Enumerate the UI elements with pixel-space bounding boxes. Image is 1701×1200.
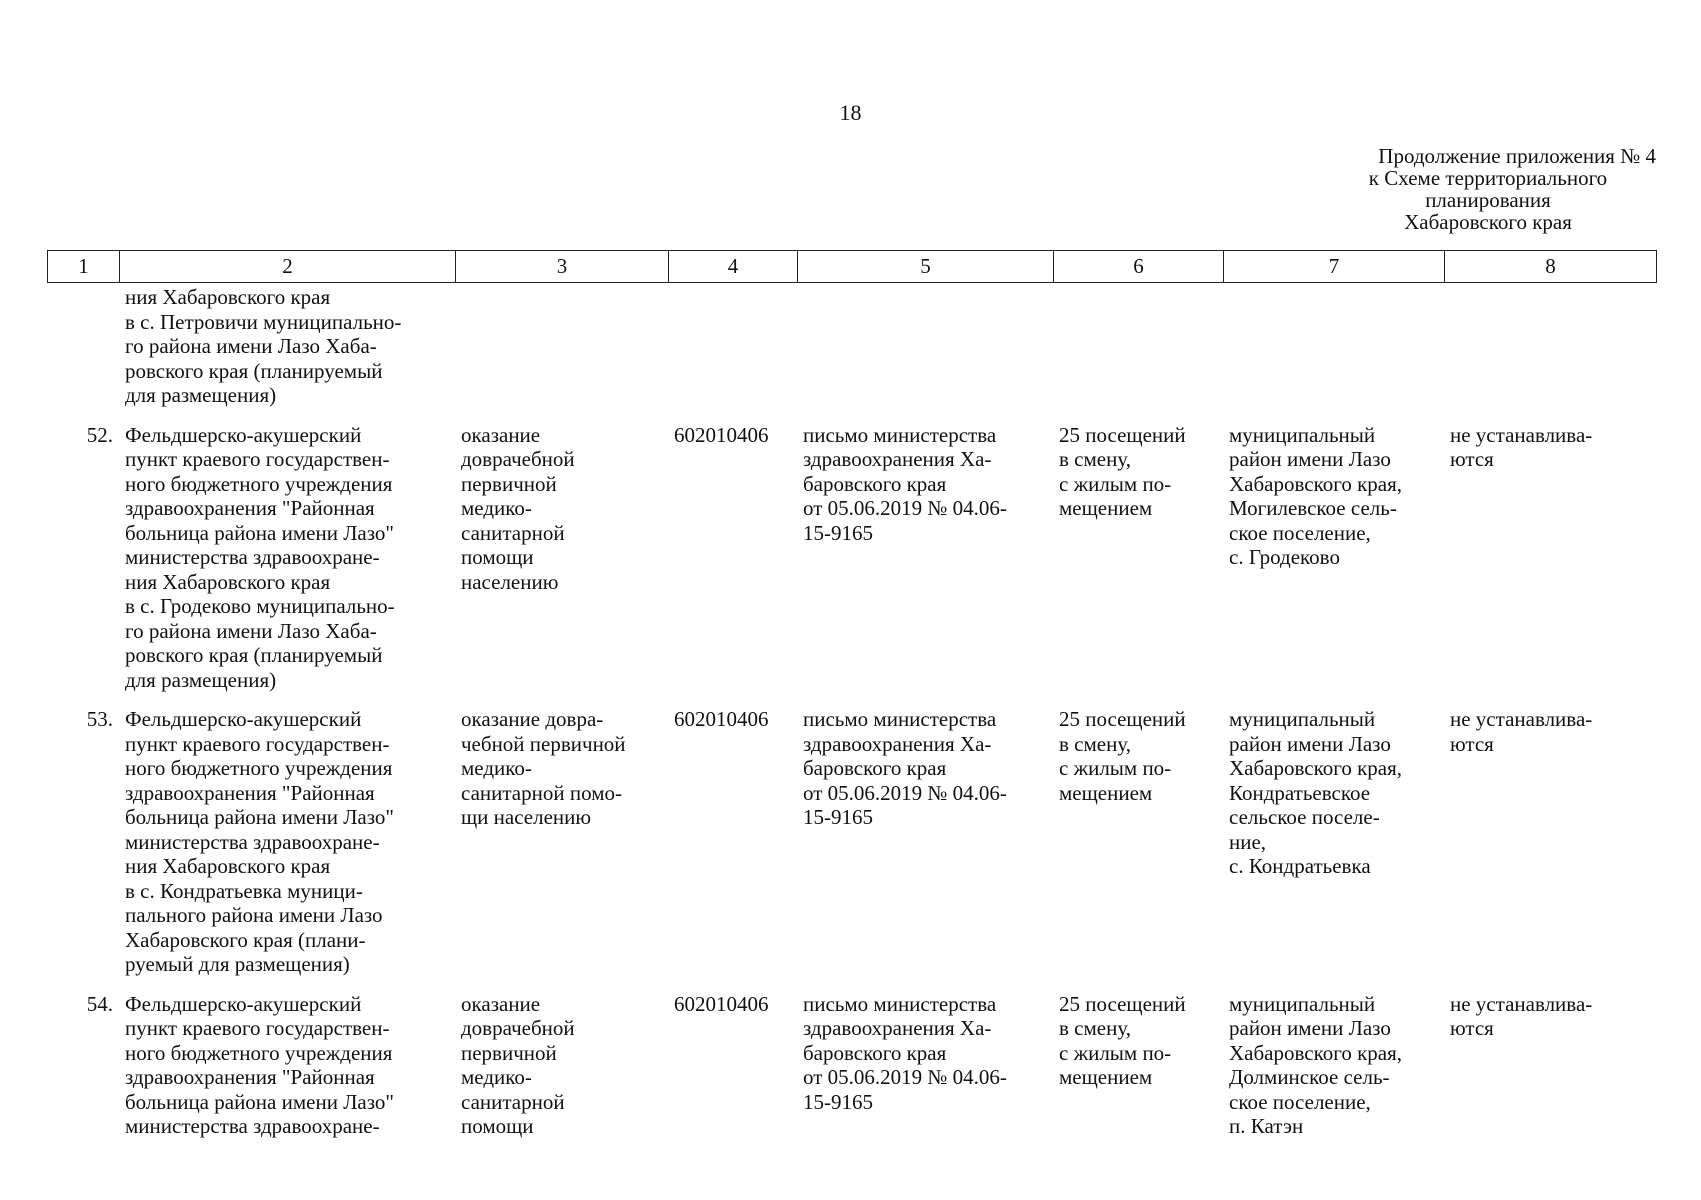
cell-purpose: оказание доврачебной первичной медико- санитарной помощи: [461, 991, 575, 1138]
cell-location: муниципальный район имени Лазо Хабаровского края, Могилевское сель- ское поселение, с. Гродеково: [1229, 422, 1403, 569]
column-header-4: 4: [669, 251, 798, 283]
appendix-note-line-2: к Схеме территориального: [1368, 166, 1608, 190]
table-row-continuation: [47, 285, 1656, 408]
cell-zones: не устанавлива- ются: [1450, 422, 1593, 471]
appendix-note: [1298, 145, 1678, 233]
cell-object-name: Фельдшерско-акушерский пункт краевого государствен- ного бюджетного учреждения здравоохранения "Районная больница района имени Лазо" министерства здравоохране- ния Хабаровского края в с. Гродеково муниципально- го района имени Лазо Хаба- ровского края (планируемый для размещения): [125, 422, 395, 692]
cell-object-name: Фельдшерско-акушерский пункт краевого государствен- ного бюджетного учреждения здравоохранения "Районная больница района имени Лазо" министерства здравоохране-: [125, 991, 395, 1138]
cell-code: 602010406: [674, 707, 769, 731]
column-header-8: 8: [1445, 251, 1657, 283]
appendix-note-line-1: Продолжение приложения № 4: [1378, 144, 1656, 168]
table-body: [47, 285, 1656, 1139]
column-header-3: 3: [456, 251, 669, 283]
cell-number: 53.: [86, 707, 113, 731]
cell-location: муниципальный район имени Лазо Хабаровского края, Долминское сель- ское поселение, п. Катэн: [1229, 991, 1403, 1138]
column-header-1: 1: [78, 254, 89, 278]
cell-number: 54.: [86, 991, 113, 1016]
cell-number: [47, 285, 119, 408]
cell-number: 52.: [86, 422, 113, 447]
table-row: [47, 992, 1656, 1139]
page-number: 18: [839, 100, 862, 125]
cell-basis: письмо министерства здравоохранения Ха- баровского края от 05.06.2019 № 04.06- 15-9165: [803, 707, 1007, 829]
table-row: [47, 707, 1656, 977]
cell-object-name: ния Хабаровского края в с. Петровичи муниципально- го района имени Лазо Хаба- ровского края (планируемый для размещения): [125, 285, 402, 407]
appendix-note-line-3: планирования: [1425, 188, 1551, 212]
cell-purpose: оказание довра- чебной первичной медико- санитарной помо- щи населению: [461, 707, 626, 829]
column-header-7: 7: [1224, 251, 1445, 283]
cell-capacity: 25 посещений в смену, с жилым по- мещением: [1059, 707, 1186, 805]
cell-code: 602010406: [674, 422, 769, 447]
cell-basis: письмо министерства здравоохранения Ха- баровского края от 05.06.2019 № 04.06- 15-9165: [803, 991, 1007, 1114]
table-row: [47, 423, 1656, 693]
column-header-5: 5: [798, 251, 1054, 283]
cell-purpose: оказание доврачебной первичной медико- санитарной помощи населению: [461, 422, 575, 594]
cell-capacity: 25 посещений в смену, с жилым по- мещением: [1059, 991, 1186, 1089]
appendix-note-line-4: Хабаровского края: [1404, 210, 1572, 234]
cell-code: 602010406: [674, 991, 769, 1016]
cell-location: муниципальный район имени Лазо Хабаровского края, Кондратьевское сельское поселе- ние, с. Кондратьевка: [1229, 707, 1403, 878]
column-number-header: [47, 250, 1657, 283]
column-header-6: 6: [1054, 251, 1224, 283]
cell-basis: письмо министерства здравоохранения Ха- баровского края от 05.06.2019 № 04.06- 15-9165: [803, 422, 1007, 545]
cell-zones: не устанавлива- ются: [1450, 991, 1593, 1040]
cell-zones: не устанавлива- ются: [1450, 707, 1593, 756]
cell-object-name: Фельдшерско-акушерский пункт краевого государствен- ного бюджетного учреждения здравоохранения "Районная больница района имени Лазо" министерства здравоохране- ния Хабаровского края в с. Кондратьевка муници- пального района имени Лазо Хабаровского края (плани- руемый для размещения): [125, 707, 395, 976]
column-header-2: 2: [120, 251, 456, 283]
cell-capacity: 25 посещений в смену, с жилым по- мещением: [1059, 422, 1186, 520]
